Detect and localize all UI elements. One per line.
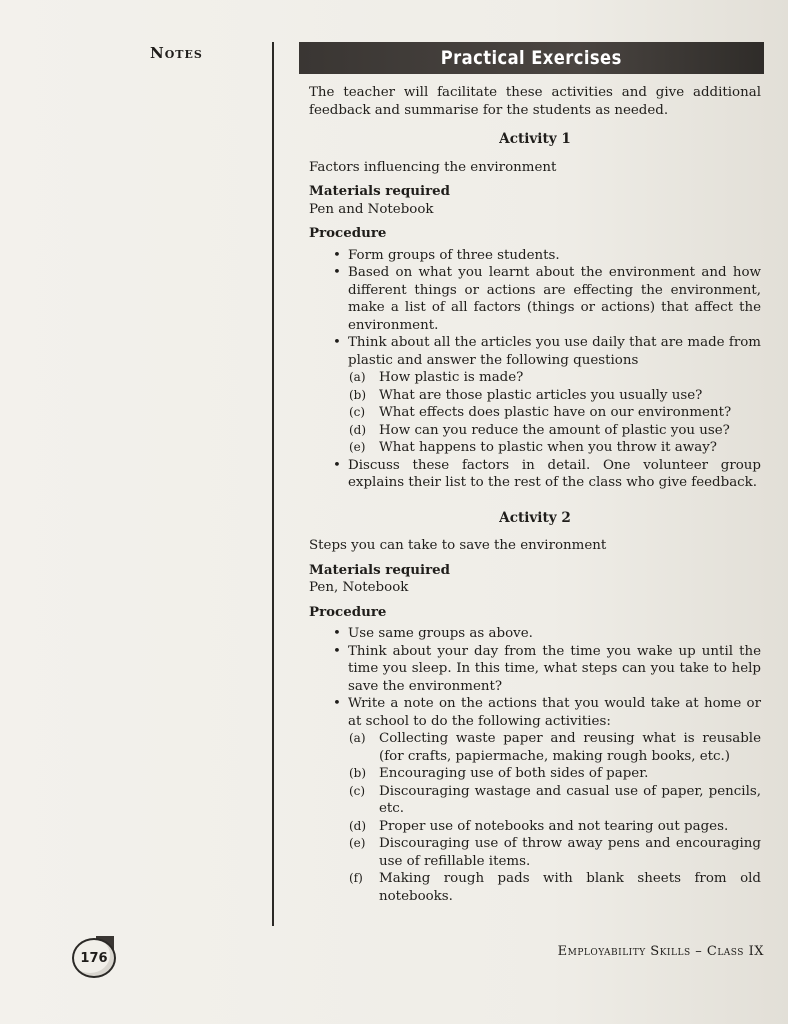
question-letter: (a) xyxy=(349,370,366,384)
question-letter: (c) xyxy=(349,405,366,419)
action-item xyxy=(349,870,761,905)
list-item: • Form groups of three students. xyxy=(333,247,761,265)
margin-divider xyxy=(272,42,274,926)
section-banner xyxy=(299,42,764,74)
activity-2-topic: Steps you can take to save the environment xyxy=(309,538,607,553)
list-item xyxy=(333,695,761,905)
activity-2-materials: Pen, Notebook xyxy=(309,580,409,595)
activity-1-title: Activity 1 xyxy=(499,131,571,147)
question-text: What are those plastic articles you usually use? xyxy=(379,387,703,403)
question-item xyxy=(349,439,761,457)
action-text: Encouraging use of both sides of paper. xyxy=(379,766,649,781)
action-letter: (a) xyxy=(349,731,366,745)
list-item: • Based on what you learnt about the environment and how different things or actions are effecting the environment, make a list of all factors (things or actions) that affect the environment. xyxy=(333,264,761,334)
list-item: • Discuss these factors in detail. One volunteer group explains their list to the rest of the class who give feedback. xyxy=(333,457,761,492)
action-item xyxy=(349,730,761,765)
section-title: Practical Exercises xyxy=(440,47,623,69)
question-text: How plastic is made? xyxy=(379,370,524,385)
action-text: Discouraging use of throw away pens and encouraging use of refillable items. xyxy=(379,836,761,869)
main-content xyxy=(309,84,761,905)
question-text: What effects does plastic have on our environment? xyxy=(379,405,732,420)
activity-1-materials-heading: Materials required xyxy=(309,183,451,199)
activity-1 xyxy=(309,131,761,492)
question-item xyxy=(349,369,761,387)
action-letter: (e) xyxy=(349,836,366,850)
question-item xyxy=(349,387,761,405)
question-item xyxy=(349,404,761,422)
list-item: • Think about your day from the time you wake up until the time you sleep. In this time, what steps can you take to help save the environment? xyxy=(333,643,761,696)
action-letter: (f) xyxy=(349,871,363,885)
activity-1-materials: Pen and Notebook xyxy=(309,201,434,217)
action-text: Discouraging wastage and casual use of paper, pencils, etc. xyxy=(379,783,761,816)
action-list xyxy=(348,730,761,905)
activity-1-procedure-heading: Procedure xyxy=(309,225,387,241)
list-item: • Use same groups as above. xyxy=(333,625,761,643)
activity-2-materials-heading: Materials required xyxy=(309,561,451,578)
intro-paragraph: The teacher will facilitate these activities and give additional feedback and summarise for the students as needed. xyxy=(309,85,761,118)
activity-1-topic: Factors influencing the environment xyxy=(309,159,557,175)
action-item xyxy=(349,783,761,818)
page-footer: Employability Skills – Class IX xyxy=(557,944,764,959)
action-item xyxy=(349,765,761,783)
question-list xyxy=(348,369,761,457)
list-item-text: Think about all the articles you use daily that are made from plastic and answer the following questions xyxy=(348,335,761,368)
action-text: Proper use of notebooks and not tearing out pages. xyxy=(379,818,729,834)
question-item xyxy=(349,422,761,440)
action-letter: (c) xyxy=(349,783,366,798)
action-letter: (b) xyxy=(349,766,367,780)
activity-2-title: Activity 2 xyxy=(499,509,571,526)
list-item xyxy=(333,334,761,457)
page-number: 176 xyxy=(72,938,116,978)
question-letter: (b) xyxy=(349,387,367,402)
action-text: Making rough pads with blank sheets from old notebooks. xyxy=(379,871,761,904)
notes-margin-label: Notes xyxy=(150,44,203,62)
question-text: How can you reduce the amount of plastic you use? xyxy=(379,422,730,438)
activity-1-procedure-list xyxy=(309,247,761,492)
action-item xyxy=(349,818,761,836)
list-item-text: Write a note on the actions that you would take at home or at school to do the following activities: xyxy=(348,696,761,729)
action-letter: (d) xyxy=(349,818,367,833)
question-letter: (d) xyxy=(349,422,367,437)
activity-2-procedure-list xyxy=(309,625,761,905)
question-text: What happens to plastic when you throw it away? xyxy=(379,440,717,455)
action-item xyxy=(349,835,761,870)
activity-2-procedure-heading: Procedure xyxy=(309,603,387,620)
activity-2 xyxy=(309,510,761,906)
action-text: Collecting waste paper and reusing what is reusable (for crafts, papiermache, making rough books, etc.) xyxy=(379,731,761,764)
question-letter: (e) xyxy=(349,440,366,454)
